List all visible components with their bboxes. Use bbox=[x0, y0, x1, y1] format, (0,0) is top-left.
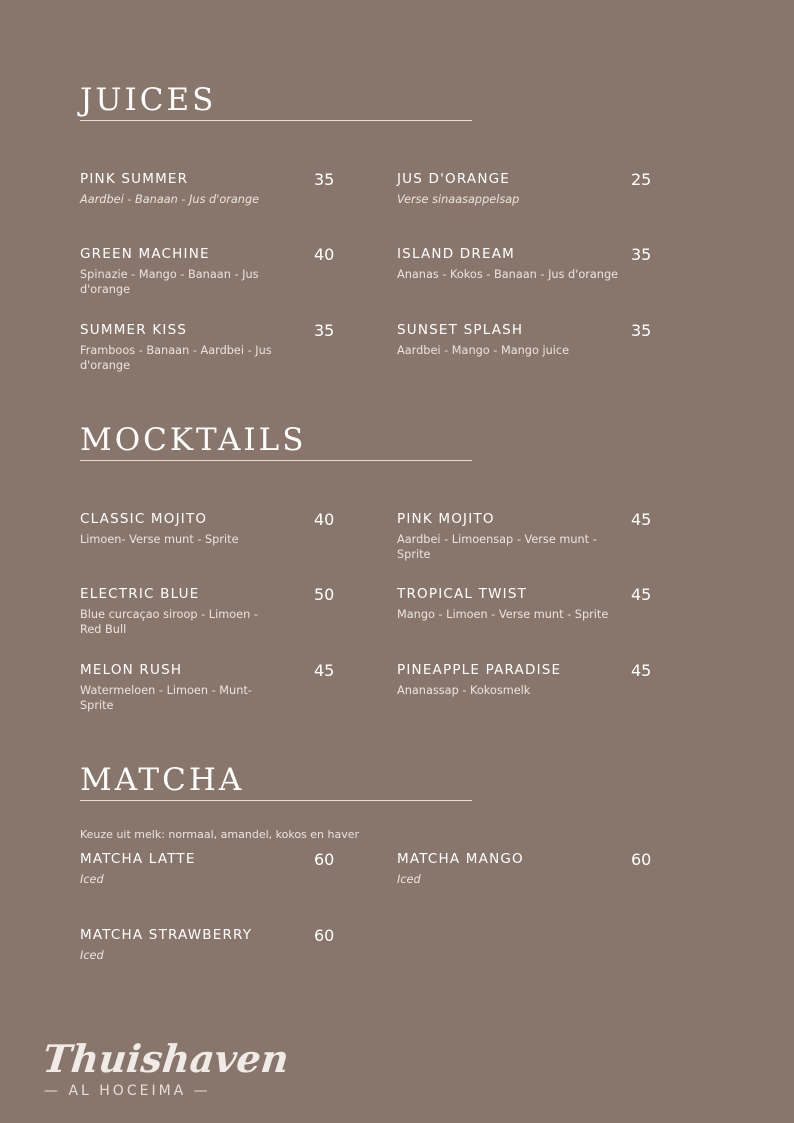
item-price: 35 bbox=[631, 321, 652, 340]
item-price: 40 bbox=[314, 510, 335, 529]
item-price: 40 bbox=[314, 245, 335, 264]
item-description: Verse sinaasappelsap bbox=[397, 193, 520, 206]
menu-item bbox=[397, 585, 627, 622]
section-title: MATCHA bbox=[80, 762, 245, 798]
item-price: 35 bbox=[631, 245, 652, 264]
item-price: 45 bbox=[631, 661, 652, 680]
item-price: 60 bbox=[314, 926, 335, 945]
item-price: 45 bbox=[631, 510, 652, 529]
item-name: MATCHA MANGO bbox=[397, 851, 524, 867]
item-name: ISLAND DREAM bbox=[397, 246, 515, 262]
section-juices bbox=[80, 82, 680, 372]
item-name: MELON RUSH bbox=[80, 662, 183, 678]
menu-item bbox=[80, 850, 280, 887]
menu-item bbox=[397, 510, 627, 562]
section-title: MOCKTAILS bbox=[80, 422, 307, 458]
item-description: Aardbei - Banaan - Jus d'orange bbox=[80, 193, 260, 206]
item-price: 35 bbox=[314, 170, 335, 189]
menu-item bbox=[80, 510, 280, 547]
menu-item bbox=[397, 170, 627, 207]
item-description: Iced bbox=[397, 873, 421, 886]
logo-wordmark bbox=[40, 1032, 292, 1082]
item-description: Iced bbox=[80, 949, 104, 962]
item-description: Limoen- Verse munt - Sprite bbox=[80, 533, 239, 546]
item-name: CLASSIC MOJITO bbox=[80, 511, 208, 527]
menu-item bbox=[80, 321, 280, 373]
item-description: Aardbei - Mango - Mango juice bbox=[397, 344, 570, 357]
item-price: 45 bbox=[631, 585, 652, 604]
section-matcha bbox=[80, 762, 680, 962]
section-divider bbox=[80, 800, 472, 801]
section-title: JUICES bbox=[80, 82, 217, 118]
item-name: SUMMER KISS bbox=[80, 322, 188, 338]
section-mocktails bbox=[80, 422, 680, 712]
item-name: MATCHA STRAWBERRY bbox=[80, 927, 253, 943]
item-name: JUS D'ORANGE bbox=[397, 171, 511, 187]
item-description: Framboos - Banaan - Aardbei - Jus d'orange bbox=[80, 344, 272, 372]
menu-item bbox=[397, 661, 627, 698]
item-name: GREEN MACHINE bbox=[80, 246, 210, 262]
brand-logo bbox=[40, 1032, 292, 1099]
item-name: PINK SUMMER bbox=[80, 171, 189, 187]
section-divider bbox=[80, 460, 472, 461]
menu-item bbox=[80, 245, 280, 297]
item-name: MATCHA LATTE bbox=[80, 851, 196, 867]
item-name: TROPICAL TWIST bbox=[397, 586, 528, 602]
item-description: Blue curcaçao siroop - Limoen - Red Bull bbox=[80, 608, 258, 636]
menu-item bbox=[80, 661, 280, 713]
menu-item bbox=[397, 850, 627, 887]
item-description: Ananassap - Kokosmelk bbox=[397, 684, 531, 697]
item-description: Ananas - Kokos - Banaan - Jus d'orange bbox=[397, 268, 619, 281]
item-name: SUNSET SPLASH bbox=[397, 322, 524, 338]
item-price: 60 bbox=[314, 850, 335, 869]
item-description: Aardbei - Limoensap - Verse munt - Sprite bbox=[397, 533, 597, 561]
section-note: Keuze uit melk: normaal, amandel, kokos en haver bbox=[80, 828, 360, 841]
item-description: Spinazie - Mango - Banaan - Jus d'orange bbox=[80, 268, 259, 296]
menu-item bbox=[397, 245, 627, 282]
item-description: Mango - Limoen - Verse munt - Sprite bbox=[397, 608, 609, 621]
item-price: 45 bbox=[314, 661, 335, 680]
menu-item bbox=[80, 585, 280, 637]
menu-item bbox=[80, 170, 280, 207]
logo-subtitle: — AL HOCEIMA — bbox=[44, 1083, 211, 1099]
menu-item bbox=[397, 321, 627, 358]
item-price: 60 bbox=[631, 850, 652, 869]
section-divider bbox=[80, 120, 472, 121]
item-price: 25 bbox=[631, 170, 652, 189]
item-description: Watermeloen - Limoen - Munt-Sprite bbox=[80, 684, 252, 712]
item-price: 35 bbox=[314, 321, 335, 340]
item-description: Iced bbox=[80, 873, 104, 886]
item-name: PINEAPPLE PARADISE bbox=[397, 662, 562, 678]
item-name: PINK MOJITO bbox=[397, 511, 495, 527]
menu-item bbox=[80, 926, 280, 963]
svg-text:Thuishaven: Thuishaven bbox=[40, 1036, 292, 1081]
item-price: 50 bbox=[314, 585, 335, 604]
item-name: ELECTRIC BLUE bbox=[80, 586, 200, 602]
